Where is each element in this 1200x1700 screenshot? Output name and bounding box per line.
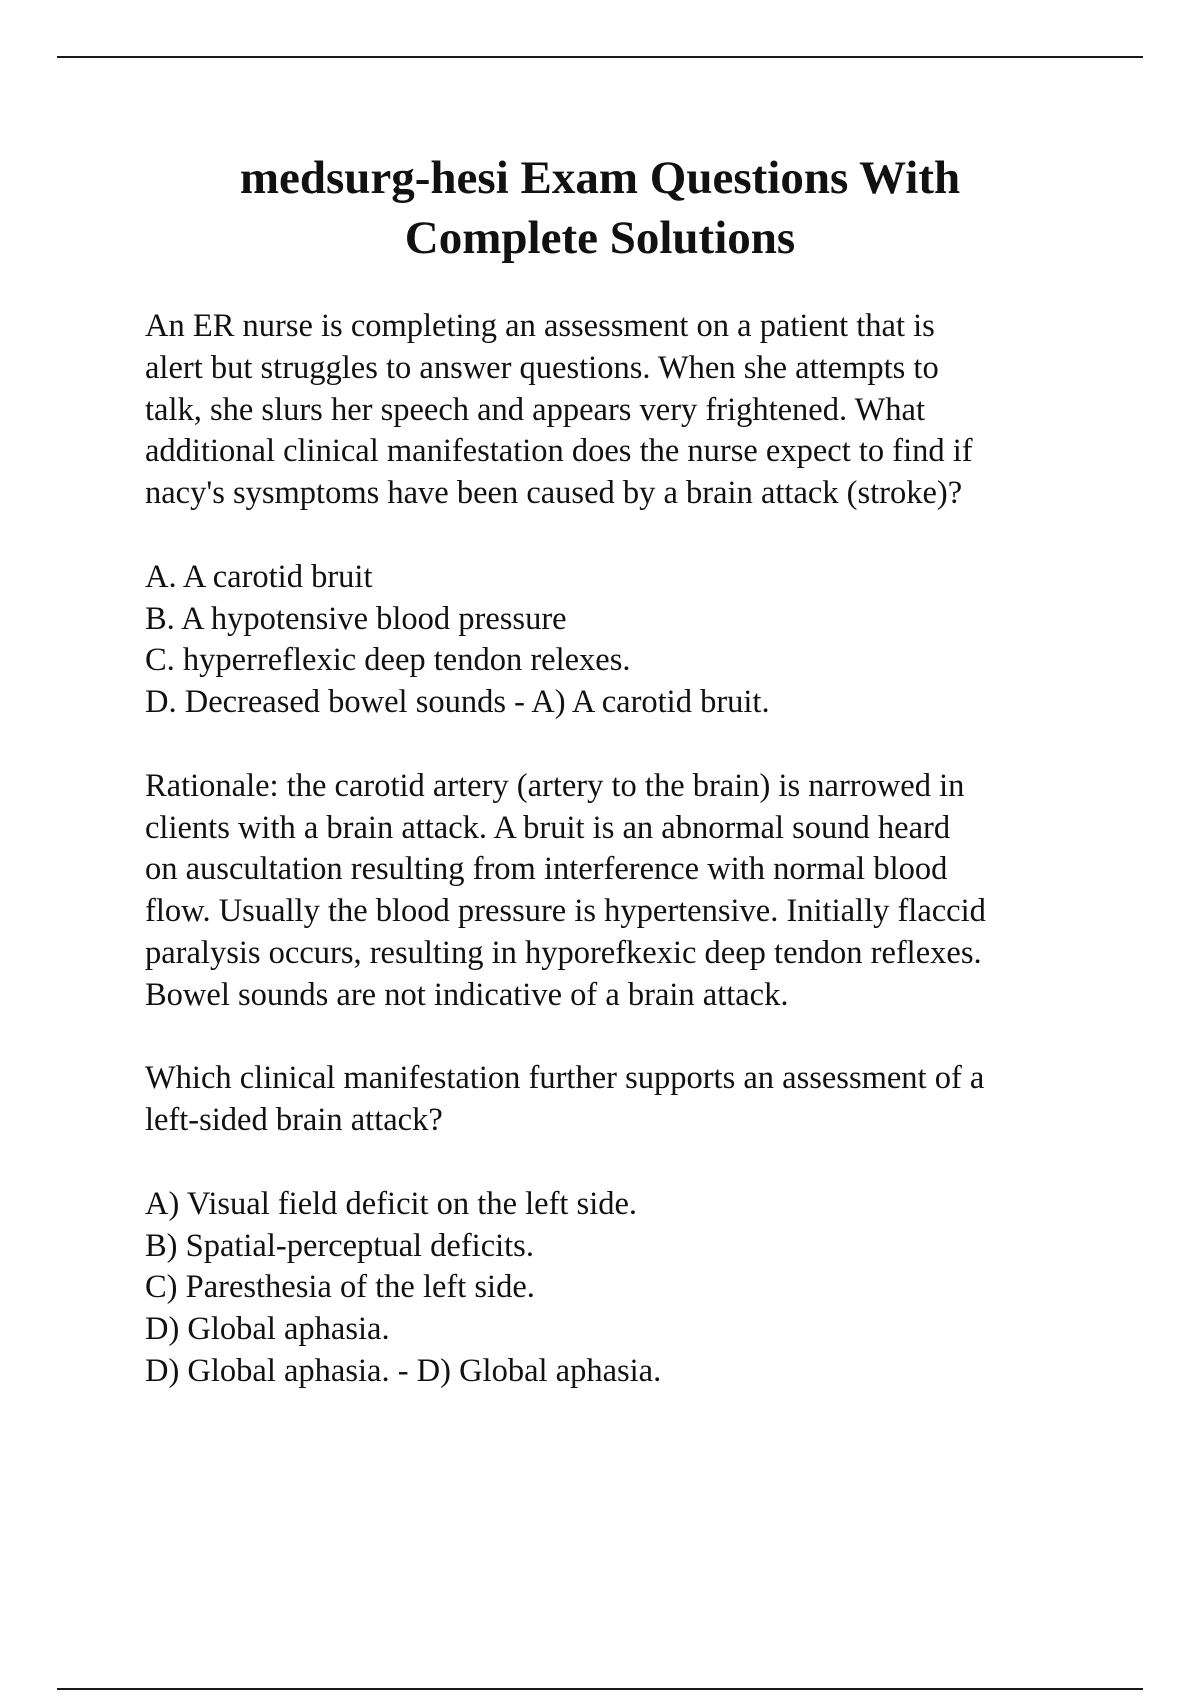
text-line: Which clinical manifestation further supports an assessment of a <box>145 1060 985 1097</box>
title-line: Complete Solutions <box>404 212 796 264</box>
paragraph-gap <box>145 1017 1145 1059</box>
text-line: on auscultation resulting from interference with normal blood <box>145 851 948 888</box>
text-line: An ER nurse is completing an assessment on a patient that is <box>145 308 935 344</box>
document-body <box>145 306 1145 1393</box>
question-1-options <box>145 557 1145 724</box>
question-1-rationale <box>145 766 1145 1017</box>
paragraph-gap <box>145 724 1145 766</box>
text-line: nacy's sysmptoms have been caused by a brain attack (stroke)? <box>145 475 963 512</box>
paragraph-gap <box>145 1142 1145 1184</box>
option-line: C) Paresthesia of the left side. <box>145 1269 535 1306</box>
option-line: C. hyperreflexic deep tendon relexes. <box>145 642 631 679</box>
option-line: A) Visual field deficit on the left side. <box>145 1185 638 1222</box>
text-line: flow. Usually the blood pressure is hypertensive. Initially flaccid <box>145 893 986 930</box>
footer-rule <box>57 1688 1143 1690</box>
text-line: Rationale: the carotid artery (artery to the brain) is narrowed in <box>145 767 965 804</box>
text-line: paralysis occurs, resulting in hyporefkexic deep tendon reflexes. <box>145 934 982 971</box>
header-rule <box>57 56 1143 58</box>
option-line: D) Global aphasia. - D) Global aphasia. <box>145 1352 662 1389</box>
text-line: left-sided brain attack? <box>145 1102 443 1139</box>
question-2-options <box>145 1184 1145 1393</box>
text-line: additional clinical manifestation does the nurse expect to find if <box>145 433 973 470</box>
option-line: B. A hypotensive blood pressure <box>145 600 567 637</box>
option-line: A. A carotid bruit <box>145 558 373 595</box>
text-line: clients with a brain attack. A bruit is an abnormal sound heard <box>145 809 951 846</box>
option-line: D) Global aphasia. <box>145 1311 390 1348</box>
title-line: medsurg-hesi Exam Questions With <box>239 152 961 204</box>
text-line: Bowel sounds are not indicative of a brain attack. <box>145 976 789 1013</box>
option-line: B) Spatial-perceptual deficits. <box>145 1227 534 1264</box>
text-line: alert but struggles to answer questions. When she attempts to <box>145 349 939 386</box>
text-line: talk, she slurs her speech and appears very frightened. What <box>145 391 926 428</box>
page-title <box>100 148 1100 268</box>
question-1-stem <box>145 306 1145 515</box>
paragraph-gap <box>145 515 1145 557</box>
question-2-stem <box>145 1058 1145 1142</box>
option-line: D. Decreased bowel sounds - A) A carotid bruit. <box>145 684 770 721</box>
